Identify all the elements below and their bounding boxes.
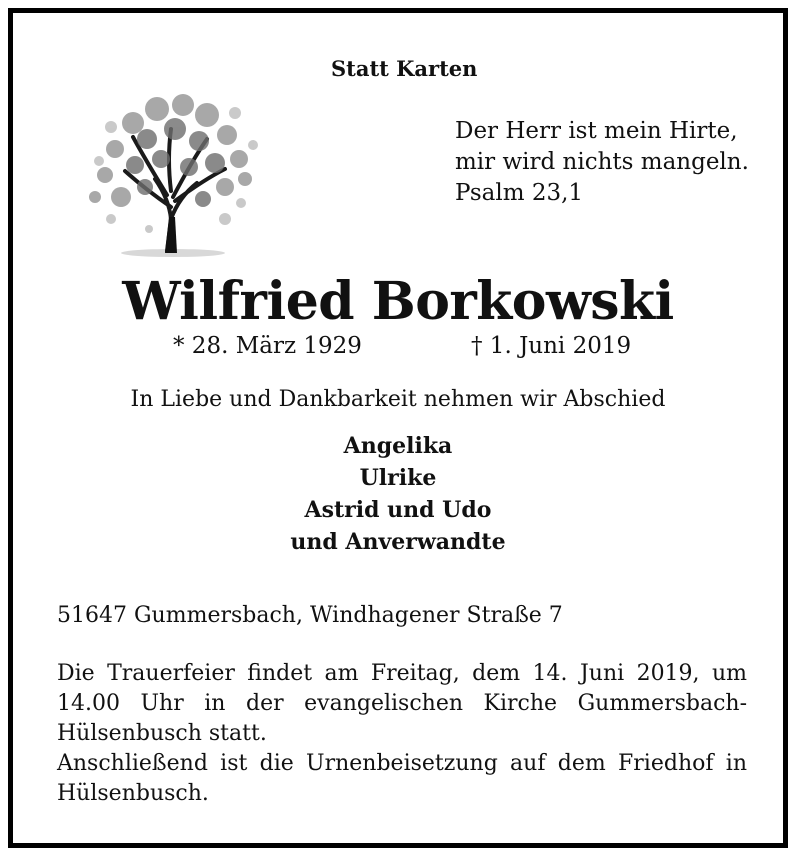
psalm-line: Der Herr ist mein Hirte, (455, 118, 738, 144)
notice-line: 14.00 Uhr in der evangelischen Kirche Gummersbach- (57, 691, 747, 716)
death-date: † 1. Juni 2019 (471, 333, 632, 359)
family-address: 51647 Gummersbach, Windhagener Straße 7 (57, 603, 563, 628)
funeral-notice (57, 659, 747, 809)
mourner-name: Astrid und Udo (304, 497, 492, 523)
mourners-list (13, 430, 783, 558)
notice-line: Die Trauerfeier findet am Freitag, dem 14. Juni 2019, um (57, 661, 747, 686)
statt-karten-heading: Statt Karten (331, 56, 478, 81)
farewell-text: In Liebe und Dankbarkeit nehmen wir Abschied (130, 387, 666, 412)
mourner-name: Ulrike (359, 465, 437, 491)
psalm-line: mir wird nichts mangeln. (455, 149, 749, 175)
notice-line: Hülsenbusch statt. (57, 721, 267, 746)
birth-date: * 28. März 1929 (173, 333, 362, 359)
psalm-reference: Psalm 23,1 (455, 180, 584, 206)
psalm-quote (455, 116, 749, 209)
obituary-card (8, 8, 788, 848)
deceased-name: Wilfried Borkowski (122, 271, 674, 332)
notice-line: Anschließend ist die Urnenbeisetzung auf dem Friedhof in (57, 751, 747, 776)
mourner-name: und Anverwandte (290, 529, 506, 555)
notice-line: Hülsenbusch. (57, 781, 209, 806)
tree-illustration (75, 79, 265, 259)
mourner-name: Angelika (343, 433, 453, 459)
